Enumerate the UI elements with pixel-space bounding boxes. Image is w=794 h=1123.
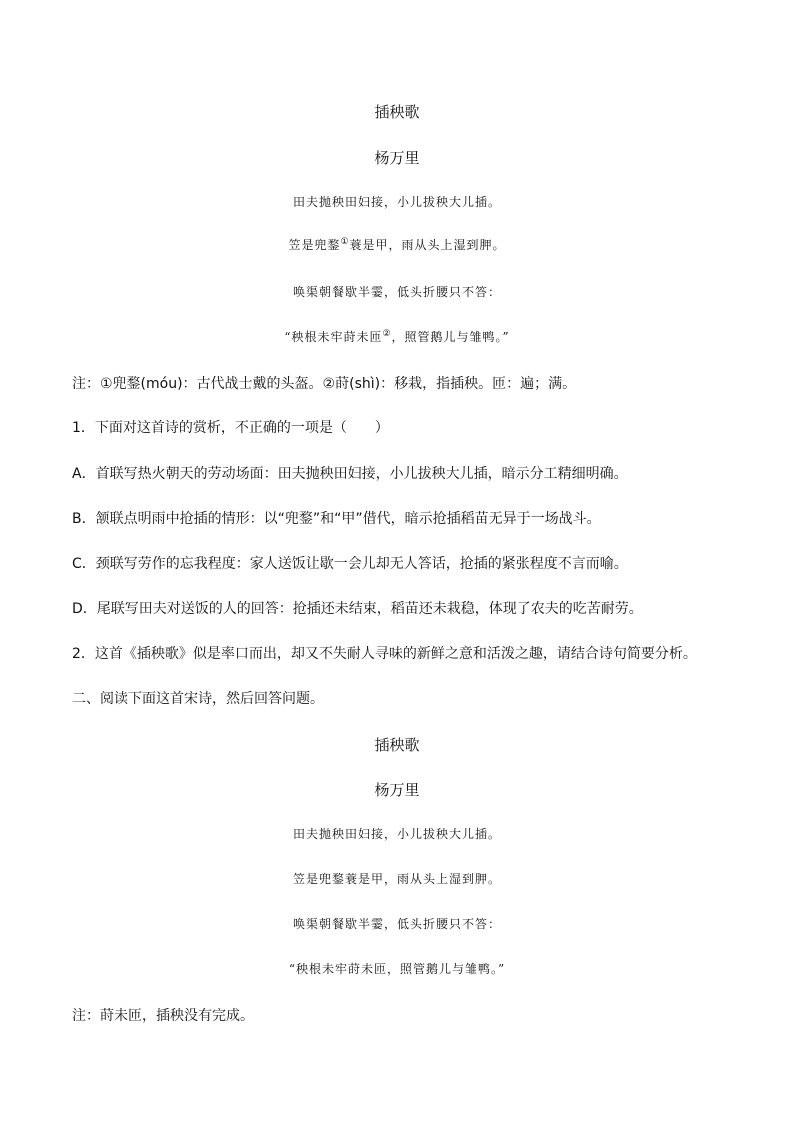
poem-note: 注：①兜鍪(móu)：古代战士戴的头盔。②莳(shì)：移栽，指插秧。匝：遍；满。: [72, 376, 577, 392]
poem-line-3: 唤渠朝餐歇半霎，低头折腰只不答：: [292, 285, 501, 299]
poem-title: 插秧歌: [374, 103, 420, 121]
question-2: 2．这首《插秧歌》似是率口而出，却又不失耐人寻味的新鲜之意和活泼之趣，请结合诗句简要分析。: [72, 646, 697, 662]
footnote-marker-1: ①: [340, 237, 350, 247]
option-d: D．尾联写田夫对送饭的人的回答：抢插还未结束，稻苗还未栽稳，体现了农夫的吃苦耐劳。: [72, 601, 643, 617]
poem-line-4-text-b: ，照管鹅儿与雏鸭。”: [391, 330, 510, 344]
poem-line-1: 田夫抛秧田妇接，小儿拔秧大儿插。: [292, 195, 501, 209]
poem2-line-1: 田夫抛秧田妇接，小儿拔秧大儿插。: [292, 827, 501, 841]
poem-author: 杨万里: [374, 149, 420, 167]
poem-line-2-text-b: 蓑是甲，雨从头上湿到胛。: [349, 238, 506, 252]
poem-line-4: [0, 328, 794, 345]
option-c: C．颈联写劳作的忘我程度：家人送饭让歇一会儿却无人答话，抢插的紧张程度不言而喻。: [72, 556, 628, 572]
poem-author-2: 杨万里: [374, 781, 420, 799]
section-heading: 二、阅读下面这首宋诗，然后回答问题。: [72, 691, 324, 707]
poem-title-2: 插秧歌: [374, 736, 420, 754]
poem-line-4-text-a: “秧根未牢莳未匝: [284, 330, 383, 344]
poem2-line-2: 笠是兜鍪蓑是甲，雨从头上湿到胛。: [292, 872, 501, 886]
question-1: 1．下面对这首诗的赏析，不正确的一项是（ ）: [72, 420, 389, 436]
poem-line-2: [0, 236, 794, 253]
poem2-line-3: 唤渠朝餐歇半霎，低头折腰只不答：: [292, 917, 501, 931]
option-b: B．颔联点明雨中抢插的情形：以“兜鍪”和“甲”借代，暗示抢插稻苗无异于一场战斗。: [72, 511, 601, 527]
poem2-line-4: “秧根未牢莳未匝，照管鹅儿与雏鸭。”: [288, 962, 506, 976]
footnote-marker-2: ②: [382, 329, 392, 339]
option-a: A．首联写热火朝天的劳动场面：田夫抛秧田妇接，小儿拔秧大儿插，暗示分工精细明确。: [72, 466, 628, 482]
poem2-note: 注：莳未匝，插秧没有完成。: [72, 1008, 254, 1024]
poem-line-2-text-a: 笠是兜鍪: [288, 238, 341, 252]
